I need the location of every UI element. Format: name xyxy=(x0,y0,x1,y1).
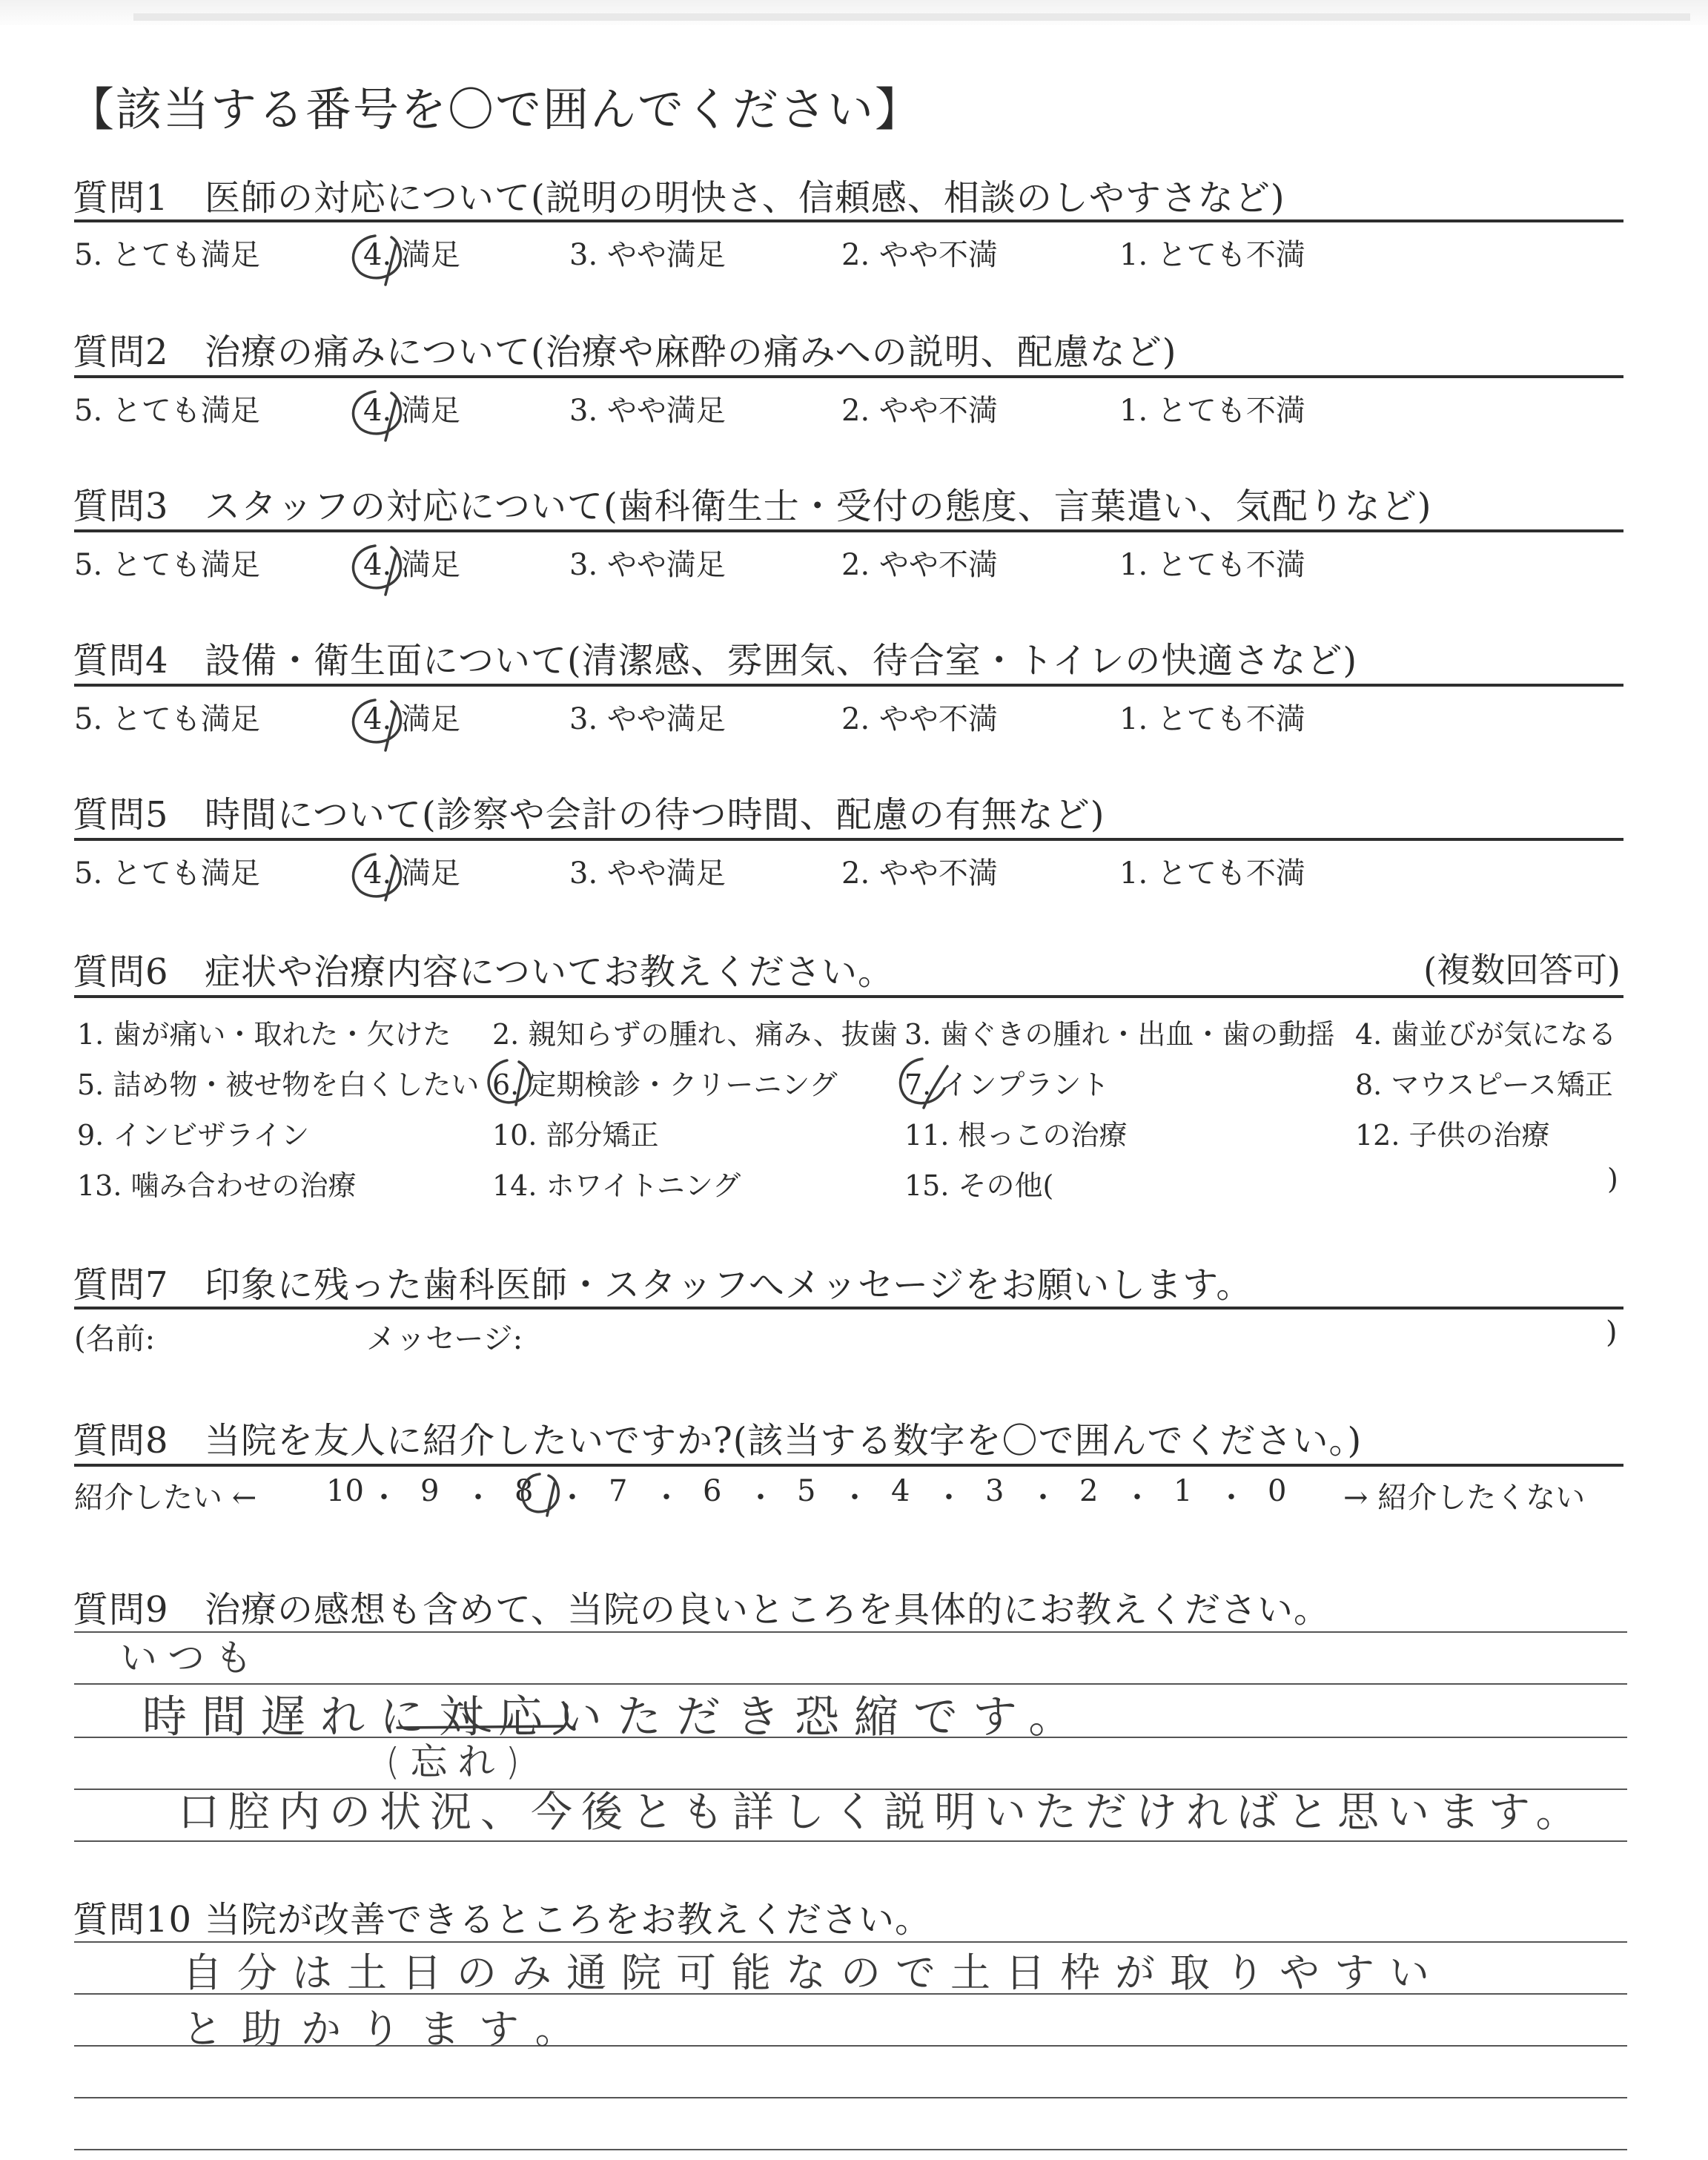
q9-underline xyxy=(397,1726,563,1728)
q5-selection-circle xyxy=(353,854,400,900)
question-text: 時間について(診察や会計の待つ時間、配慮の有無など) xyxy=(205,794,1105,836)
q6-choice-11[interactable]: 11. 根っこの治療 xyxy=(904,1119,1128,1152)
question-text: 当院を友人に紹介したいですか?(該当する数字を〇で囲んでください。) xyxy=(205,1420,1363,1462)
q10-handwriting-line1: 自分は土日のみ通院可能なので土日枠が取りやすい xyxy=(182,1949,1444,1996)
question-text: 印象に残った歯科医師・スタッフへメッセージをお願いします。 xyxy=(205,1264,1253,1306)
q8-scale-value[interactable]: 8 xyxy=(514,1474,534,1508)
q8-scale-separator: ・ xyxy=(369,1481,399,1515)
q6-choice-2[interactable]: 2. 親知らずの腫れ、痛み、抜歯 xyxy=(492,1018,898,1051)
q6-choice-7-circle xyxy=(900,1059,947,1108)
q8-scale-value[interactable]: 3 xyxy=(985,1474,1004,1508)
question-number: 質問7 xyxy=(73,1264,169,1306)
q3-option-2[interactable]: 2. やや不満 xyxy=(841,548,998,582)
q8-scale-value[interactable]: 9 xyxy=(420,1474,440,1508)
question-text: 治療の感想も含めて、当院の良いところを具体的にお教えください。 xyxy=(205,1589,1331,1631)
q6-choice-15-close: ) xyxy=(1607,1163,1618,1195)
q6-choice-8[interactable]: 8. マウスピース矯正 xyxy=(1355,1069,1613,1101)
q9-handwriting-insert: (忘れ) xyxy=(385,1740,531,1783)
q5-option-2[interactable]: 2. やや不満 xyxy=(841,856,998,891)
question-text: 医師の対応について(説明の明快さ、信頼感、相談のしやすさなど) xyxy=(205,177,1285,219)
q6-choice-6[interactable]: 6. 定期検診・クリーニング xyxy=(492,1069,838,1101)
q5-option-3[interactable]: 3. やや満足 xyxy=(569,856,726,891)
q5-option-1[interactable]: 1. とても不満 xyxy=(1119,856,1305,891)
q6-choice-15[interactable]: 15. その他( xyxy=(904,1169,1054,1202)
question-number: 質問8 xyxy=(73,1420,169,1462)
q3-option-1[interactable]: 1. とても不満 xyxy=(1119,548,1305,582)
q9-handwriting-line2: 口腔内の状況、今後とも詳しく説明いただければと思います。 xyxy=(178,1789,1586,1837)
q6-choice-9[interactable]: 9. インビザライン xyxy=(77,1119,310,1152)
q8-scale-value[interactable]: 10 xyxy=(326,1474,364,1508)
q2-option-3[interactable]: 3. やや満足 xyxy=(569,394,726,428)
q1-option-1[interactable]: 1. とても不満 xyxy=(1119,238,1305,272)
q8-scale-separator: ・ xyxy=(1217,1481,1246,1515)
q4-selection-circle xyxy=(353,700,400,750)
q6-choice-6-circle xyxy=(489,1060,530,1105)
question-number: 質問9 xyxy=(73,1589,169,1631)
q2-option-1[interactable]: 1. とても不満 xyxy=(1119,394,1305,428)
q4-option-4[interactable]: 4. 満足 xyxy=(363,702,460,736)
q6-choice-14[interactable]: 14. ホワイトニング xyxy=(492,1169,741,1202)
q8-scale-value[interactable]: 6 xyxy=(703,1474,722,1508)
q9-insert-mark xyxy=(466,1702,568,1734)
q3-option-5[interactable]: 5. とても満足 xyxy=(74,548,260,582)
multiple-answers-note: (複数回答可) xyxy=(1423,950,1621,990)
question-text: 症状や治療内容についてお教えください。 xyxy=(205,951,895,993)
q6-choice-10[interactable]: 10. 部分矯正 xyxy=(492,1119,659,1152)
q5-option-5[interactable]: 5. とても満足 xyxy=(74,856,260,891)
question-number: 質問2 xyxy=(73,331,169,373)
q8-scale-separator: ・ xyxy=(1028,1481,1058,1515)
q2-option-2[interactable]: 2. やや不満 xyxy=(841,394,998,428)
q6-choice-4[interactable]: 4. 歯並びが気になる xyxy=(1355,1018,1617,1051)
q6-choice-13[interactable]: 13. 噛み合わせの治療 xyxy=(77,1169,357,1202)
q3-option-3[interactable]: 3. やや満足 xyxy=(569,548,726,582)
q4-option-2[interactable]: 2. やや不満 xyxy=(841,702,998,736)
q7-message-label: メッセージ: xyxy=(366,1322,523,1356)
q8-scale-separator: ・ xyxy=(652,1481,681,1515)
q8-scale-value[interactable]: 1 xyxy=(1174,1474,1193,1508)
q7-name-label: (名前: xyxy=(74,1322,156,1356)
q3-selection-circle xyxy=(353,546,400,595)
q8-right-label: → 紹介したくない xyxy=(1343,1481,1586,1515)
question-number: 質問4 xyxy=(73,640,169,681)
q8-scale-separator: ・ xyxy=(463,1481,493,1515)
q2-option-5[interactable]: 5. とても満足 xyxy=(74,394,260,428)
q8-scale-value[interactable]: 2 xyxy=(1079,1474,1099,1508)
q8-scale-value[interactable]: 5 xyxy=(797,1474,816,1508)
q6-choice-12[interactable]: 12. 子供の治療 xyxy=(1355,1119,1550,1152)
question-text: 治療の痛みについて(治療や麻酔の痛みへの説明、配慮など) xyxy=(205,331,1177,373)
q8-left-label: 紹介したい ← xyxy=(74,1481,257,1515)
form-instruction: 【該当する番号を〇で囲んでください】 xyxy=(68,82,923,136)
q6-choice-7[interactable]: 7. インプラント xyxy=(904,1069,1110,1101)
q2-selection-circle xyxy=(353,392,400,440)
question-text: スタッフの対応について(歯科衛生士・受付の態度、言葉遣い、気配りなど) xyxy=(205,486,1432,527)
question-text: 当院が改善できるところをお教えください。 xyxy=(205,1899,932,1941)
question-number: 質問5 xyxy=(73,794,169,836)
q2-option-4[interactable]: 4. 満足 xyxy=(363,394,460,428)
q5-option-4[interactable]: 4. 満足 xyxy=(363,856,460,891)
q3-option-4[interactable]: 4. 満足 xyxy=(363,548,460,582)
question-number: 質問10 xyxy=(73,1899,193,1941)
question-text: 設備・衛生面について(清潔感、雰囲気、待合室・トイレの快適さなど) xyxy=(205,640,1358,681)
q6-choice-5[interactable]: 5. 詰め物・被せ物を白くしたい xyxy=(77,1069,480,1101)
q4-option-3[interactable]: 3. やや満足 xyxy=(569,702,726,736)
q8-scale-value[interactable]: 0 xyxy=(1268,1474,1287,1508)
q1-option-2[interactable]: 2. やや不満 xyxy=(841,238,998,272)
q8-scale-separator: ・ xyxy=(1122,1481,1152,1515)
q8-scale-separator: ・ xyxy=(746,1481,775,1515)
q1-option-4[interactable]: 4. 満足 xyxy=(363,238,460,272)
question-number: 質問3 xyxy=(73,486,169,527)
q8-scale-value[interactable]: 4 xyxy=(891,1474,910,1508)
q8-scale-value[interactable]: 7 xyxy=(609,1474,628,1508)
q4-option-5[interactable]: 5. とても満足 xyxy=(74,702,260,736)
q9-handwriting-line0: いつも xyxy=(120,1636,262,1680)
q6-choice-3[interactable]: 3. 歯ぐきの腫れ・出血・歯の動揺 xyxy=(904,1018,1335,1051)
q8-scale-separator: ・ xyxy=(557,1481,587,1515)
question-number: 質問6 xyxy=(73,951,169,993)
q8-selection-circle xyxy=(523,1474,559,1516)
q1-option-3[interactable]: 3. やや満足 xyxy=(569,238,726,272)
q7-close-paren: ) xyxy=(1606,1315,1618,1350)
q8-scale-separator: ・ xyxy=(840,1481,870,1515)
question-number: 質問1 xyxy=(73,177,169,219)
q1-option-5[interactable]: 5. とても満足 xyxy=(74,238,260,272)
q6-choice-1[interactable]: 1. 歯が痛い・取れた・欠けた xyxy=(77,1018,451,1051)
q8-scale-separator: ・ xyxy=(934,1481,964,1515)
q4-option-1[interactable]: 1. とても不満 xyxy=(1119,702,1305,736)
q10-handwriting-line2: と助かります。 xyxy=(182,2006,595,2052)
q9-handwriting-line1: 時間遅れに対応いただき恐縮です。 xyxy=(142,1691,1088,1743)
q1-selection-circle xyxy=(353,236,400,285)
